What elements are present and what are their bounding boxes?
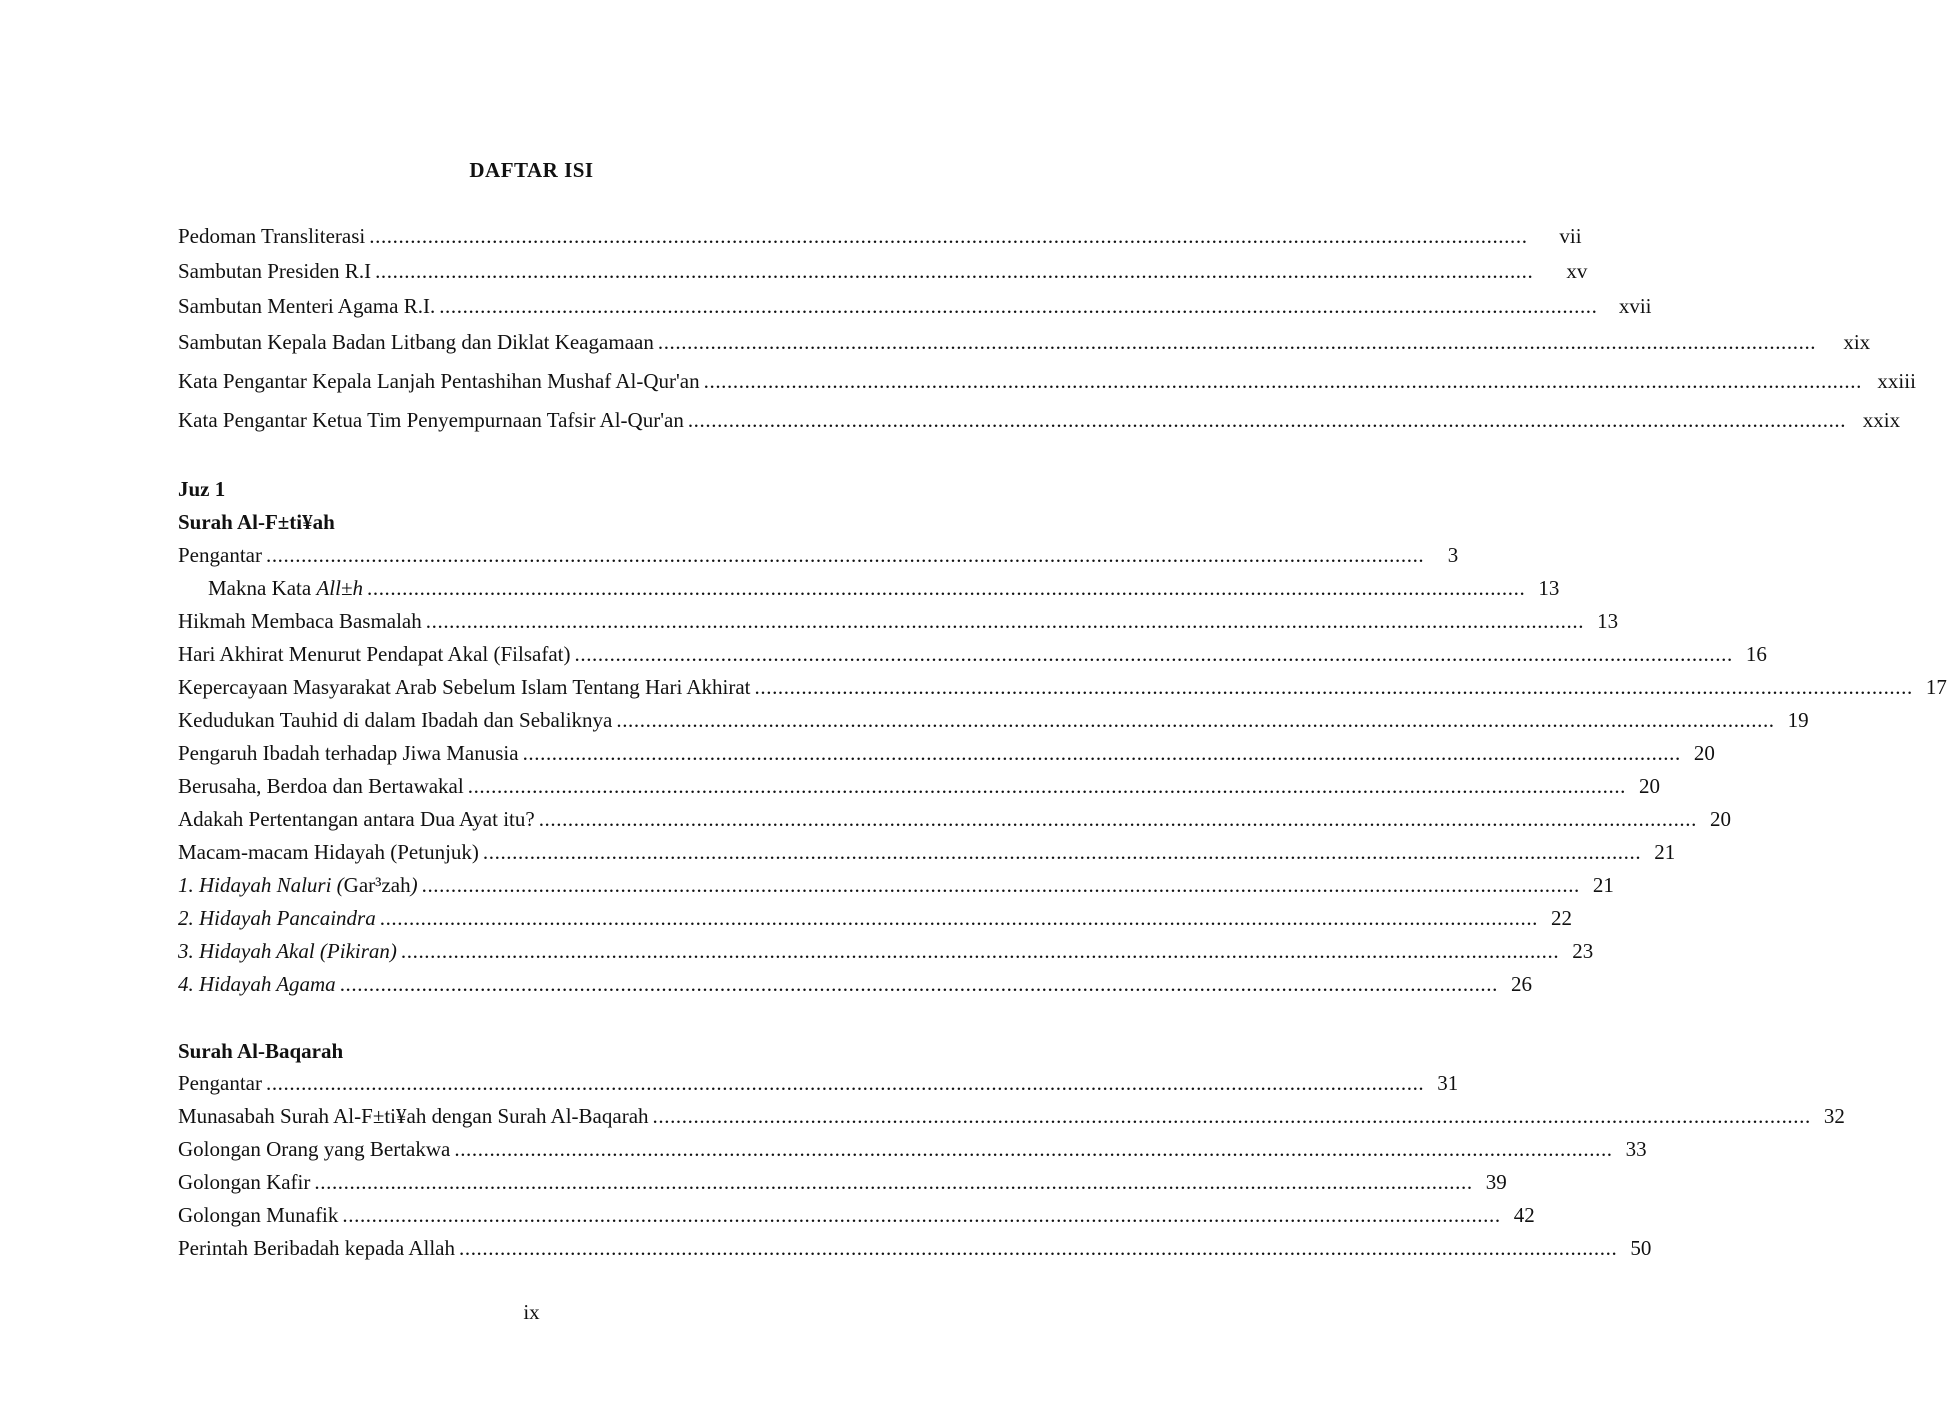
toc-entry-label: Golongan Orang yang Bertakwa [178,1137,451,1161]
leader-dots [367,576,1525,601]
toc-entry-page: 23 [1572,939,1594,963]
toc-entry[interactable] [178,873,1614,903]
toc-entry-label: Kata Pengantar Ketua Tim Penyempurnaan Tafsir Al-Qur'an [178,408,684,432]
toc-entry[interactable] [178,708,1809,738]
leader-dots [375,259,1533,284]
toc-entry[interactable] [178,259,1588,289]
toc-entry-page: 22 [1551,906,1573,930]
toc-entry[interactable] [178,807,1731,837]
toc-entry-label: Pengaruh Ibadah terhadap Jiwa Manusia [178,741,519,765]
toc-entry[interactable] [178,939,1594,969]
leader-dots [688,408,1846,433]
toc-entry[interactable] [178,1137,1647,1167]
toc-entry[interactable] [178,972,1532,1002]
toc-entry-page: xv [1566,259,1588,283]
toc-entry-page: 17 [1925,675,1947,699]
toc-entry-label: Sambutan Menteri Agama R.I. [178,294,436,318]
label-italic: All±h [316,576,363,600]
toc-entry-page: xvii [1618,294,1652,318]
toc-entry-page: 19 [1787,708,1809,732]
toc-entry-page: 33 [1625,1137,1647,1161]
leader-dots [539,807,1697,832]
toc-entry-page: xix [1843,330,1871,354]
toc-entry-label: Macam-macam Hidayah (Petunjuk) [178,840,479,864]
toc-entry-page: 20 [1639,774,1661,798]
leader-dots [266,1071,1424,1096]
toc-entry-page: 42 [1513,1203,1535,1227]
toc-entry[interactable] [178,675,1947,705]
toc-entry[interactable] [178,369,1916,399]
leader-dots [314,1170,1472,1195]
toc-entry[interactable] [178,408,1901,438]
toc-entry[interactable] [178,741,1715,771]
toc-entry[interactable] [178,840,1676,870]
label-italic: 1. Hidayah Naluri ( [178,873,344,897]
toc-entry-page: xxix [1862,408,1901,432]
toc-entry-label: Kepercayaan Masyarakat Arab Sebelum Islam Tentang Hari Akhirat [178,675,751,699]
leader-dots [653,1104,1811,1129]
toc-entry-label: Berusaha, Berdoa dan Bertawakal [178,774,464,798]
toc-entry[interactable] [178,1170,1507,1200]
toc-entry-label: Sambutan Presiden R.I [178,259,372,283]
label-italic: ) [410,873,418,897]
toc-entry-label: Pedoman Transliterasi [178,224,366,248]
toc-entry[interactable] [178,1203,1535,1233]
leader-dots [483,840,1641,865]
leader-dots [369,224,1527,249]
toc-entry[interactable] [178,774,1661,804]
page-title: DAFTAR ISI [469,158,594,182]
leader-dots [266,543,1424,568]
toc-entry-page: 21 [1654,840,1676,864]
surah-heading: Surah Al-F±ti¥ah [178,510,335,534]
leader-dots [704,369,1862,394]
juz-heading: Juz 1 [178,477,226,501]
toc-entry[interactable] [208,576,1560,606]
toc-entry[interactable] [178,543,1459,573]
toc-entry-label: 4. Hidayah Agama [178,972,336,996]
page-number: ix [523,1300,540,1324]
leader-dots [342,1203,1500,1228]
leader-dots [380,906,1538,931]
toc-entry[interactable] [178,906,1573,936]
toc-entry-label: Adakah Pertentangan antara Dua Ayat itu? [178,807,535,831]
surah-heading: Surah Al-Baqarah [178,1039,344,1063]
leader-dots [426,609,1584,634]
label-plain: Gar³zah [343,873,411,897]
toc-entry-page: 13 [1597,609,1619,633]
toc-entry-page: 13 [1538,576,1560,600]
toc-entry-page: 50 [1630,1236,1652,1260]
toc-entry[interactable] [178,609,1619,639]
leader-dots [658,330,1816,355]
toc-entry-label: Pengantar [178,1071,262,1095]
toc-entry-label: Munasabah Surah Al-F±ti¥ah dengan Surah Al-Baqarah [178,1104,649,1128]
toc-entry-label: Sambutan Kepala Badan Litbang dan Diklat Keagamaan [178,330,654,354]
toc-entry-label: 3. Hidayah Akal (Pikiran) [178,939,397,963]
toc-entry-page: 20 [1693,741,1715,765]
leader-dots [616,708,1774,733]
leader-dots [439,294,1597,319]
toc-entry-page: xxiii [1877,369,1916,393]
leader-dots [459,1236,1617,1261]
leader-dots [401,939,1559,964]
toc-entry-page: 31 [1437,1071,1459,1095]
toc-entry[interactable] [178,224,1582,254]
toc-entry[interactable] [178,294,1652,324]
toc-entry-page: 3 [1447,543,1459,567]
leader-dots [523,741,1681,766]
leader-dots [468,774,1626,799]
toc-entry[interactable] [178,1071,1459,1101]
toc-entry-label: Hikmah Membaca Basmalah [178,609,422,633]
toc-entry[interactable] [178,1104,1845,1134]
toc-entry-label: Pengantar [178,543,262,567]
toc-entry-label: Kedudukan Tauhid di dalam Ibadah dan Sebaliknya [178,708,613,732]
toc-entry-label [178,873,418,898]
toc-entry-page: 32 [1823,1104,1845,1128]
toc-entry[interactable] [178,642,1767,672]
toc-entry-page: 21 [1592,873,1614,897]
leader-dots [755,675,1913,700]
leader-dots [340,972,1498,997]
toc-entry-label [208,576,363,601]
leader-dots [454,1137,1612,1162]
toc-entry-page: 26 [1511,972,1532,996]
toc-entry-label: Golongan Kafir [178,1170,311,1194]
toc-entry-page: 20 [1710,807,1731,831]
label-prefix: Makna Kata [208,576,317,600]
toc-entry-label: Kata Pengantar Kepala Lanjah Pentashihan Mushaf Al-Qur'an [178,369,700,393]
toc-entry[interactable] [178,1236,1652,1266]
toc-entry-label: Golongan Munafik [178,1203,339,1227]
toc-entry[interactable] [178,330,1871,360]
toc-entry-label: 2. Hidayah Pancaindra [178,906,376,930]
toc-entry-page: 39 [1485,1170,1507,1194]
toc-entry-label: Perintah Beribadah kepada Allah [178,1236,455,1260]
leader-dots [575,642,1733,667]
toc-entry-label: Hari Akhirat Menurut Pendapat Akal (Filsafat) [178,642,571,666]
toc-entry-page: 16 [1745,642,1767,666]
leader-dots [422,873,1580,898]
toc-entry-page: vii [1559,224,1582,248]
